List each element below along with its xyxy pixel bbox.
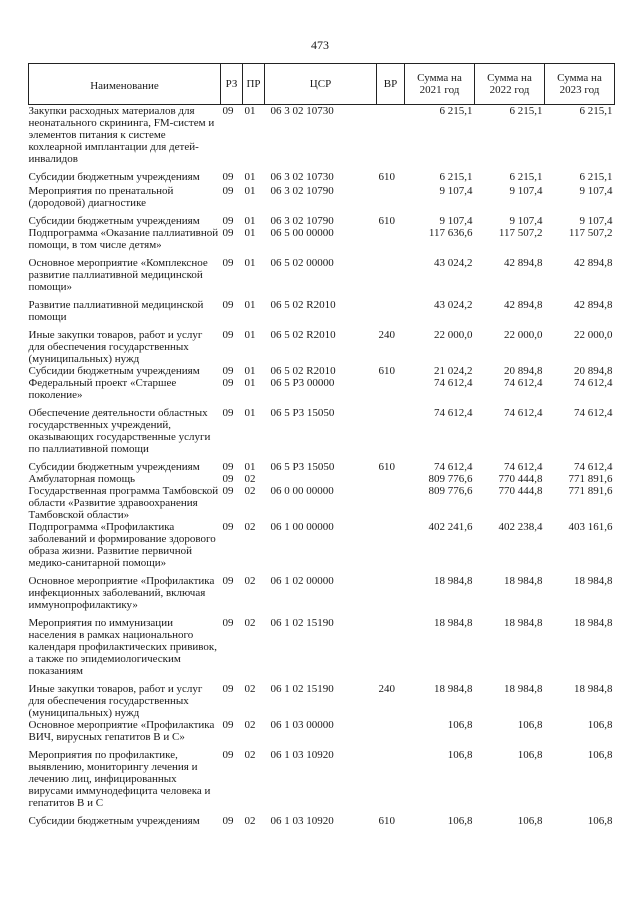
- row-csr: 06 3 02 10730: [270, 105, 334, 117]
- row-csr: 06 5 02 R2010: [270, 299, 336, 311]
- row-name: Мероприятия по профилактике, выявлению, мониторингу лечения и лечению лиц, инфицированных вирусами иммунодефицита человека и гепатитов В и С: [28, 749, 211, 809]
- row-sum-2021: 117 636,6: [428, 227, 473, 239]
- header-csr: ЦСР: [265, 64, 377, 105]
- row-pr: 02: [244, 473, 256, 485]
- table-row: [29, 365, 615, 377]
- row-rz: 09: [222, 749, 234, 761]
- row-sum-2023: 18 984,8: [574, 683, 613, 695]
- row-sum-2023: 18 984,8: [574, 617, 613, 629]
- row-csr: 06 3 02 10790: [270, 215, 334, 227]
- row-sum-2023: 6 215,1: [579, 105, 613, 117]
- row-name: Подпрограмма «Профилактика заболеваний и формирование здорового образа жизни. Развитие первичной медико-санитарной помощи»: [28, 521, 216, 569]
- row-sum-2021: 18 984,8: [434, 575, 473, 587]
- table-row: [29, 165, 615, 183]
- row-sum-2022: 74 612,4: [504, 377, 543, 389]
- row-vr: [377, 227, 405, 251]
- row-pr: 02: [244, 719, 256, 731]
- row-vr: [377, 521, 405, 569]
- row-rz: 09: [222, 365, 234, 377]
- table-row: [29, 719, 615, 743]
- row-sum-2021: 22 000,0: [434, 329, 473, 341]
- row-pr: 01: [244, 365, 256, 377]
- row-sum-2022: 6 215,1: [509, 171, 543, 183]
- row-sum-2021: 106,8: [447, 749, 473, 761]
- row-sum-2021: 18 984,8: [434, 683, 473, 695]
- header-sum-2023: Сумма на 2023 год: [545, 64, 615, 105]
- row-sum-2021: 809 776,6: [428, 473, 473, 485]
- row-sum-2021: 18 984,8: [434, 617, 473, 629]
- row-sum-2022: 42 894,8: [504, 299, 543, 311]
- row-sum-2022: 74 612,4: [504, 407, 543, 419]
- row-csr: 06 3 02 10730: [270, 171, 334, 183]
- budget-table: [28, 63, 615, 827]
- table-row: [29, 377, 615, 401]
- row-sum-2023: 106,8: [587, 815, 613, 827]
- table-row: [29, 809, 615, 827]
- row-csr: 06 1 00 00000: [270, 521, 334, 533]
- row-vr: [377, 251, 405, 293]
- table-row: [29, 611, 615, 677]
- table-row: [29, 209, 615, 227]
- row-vr: [377, 743, 405, 809]
- row-rz: 09: [222, 329, 234, 341]
- row-pr: 01: [244, 377, 256, 389]
- row-sum-2023: 117 507,2: [568, 227, 613, 239]
- table-row: [29, 743, 615, 809]
- row-sum-2021: 106,8: [447, 815, 473, 827]
- row-csr: 06 1 02 15190: [270, 617, 334, 629]
- row-csr: 06 5 02 R2010: [270, 365, 336, 377]
- row-sum-2023: 74 612,4: [574, 461, 613, 473]
- row-name: Основное мероприятие «Комплексное развитие паллиативной медицинской помощи»: [28, 257, 208, 293]
- table-row: [29, 473, 615, 485]
- row-sum-2023: 42 894,8: [574, 257, 613, 269]
- row-sum-2023: 106,8: [587, 749, 613, 761]
- row-pr: 01: [244, 461, 256, 473]
- table-row: [29, 455, 615, 473]
- row-sum-2022: 42 894,8: [504, 257, 543, 269]
- row-csr: [265, 473, 377, 485]
- row-rz: 09: [222, 473, 234, 485]
- page-number: 473: [311, 38, 329, 52]
- row-sum-2021: 9 107,4: [439, 185, 473, 197]
- row-sum-2023: 771 891,6: [568, 473, 613, 485]
- row-pr: 02: [244, 683, 256, 695]
- row-sum-2021: 74 612,4: [434, 377, 473, 389]
- row-csr: 06 5 P3 00000: [270, 377, 335, 389]
- row-csr: 06 1 03 10920: [270, 815, 334, 827]
- row-csr: 06 1 02 00000: [270, 575, 334, 587]
- row-name: Обеспечение деятельности областных государственных учреждений, оказывающих государственные услуги по паллиативной помощи: [28, 407, 211, 455]
- row-rz: 09: [222, 377, 234, 389]
- row-sum-2023: 22 000,0: [574, 329, 613, 341]
- row-sum-2023: 9 107,4: [579, 215, 613, 227]
- row-sum-2023: 18 984,8: [574, 575, 613, 587]
- row-sum-2023: 771 891,6: [568, 485, 613, 497]
- row-rz: 09: [222, 521, 234, 533]
- row-pr: 02: [244, 617, 256, 629]
- row-sum-2021: 106,8: [447, 719, 473, 731]
- row-name: Основное мероприятие «Профилактика инфекционных заболеваний, включая иммунопрофилактику»: [28, 575, 215, 611]
- row-rz: 09: [222, 407, 234, 419]
- row-vr: 240: [378, 683, 395, 695]
- row-sum-2022: 9 107,4: [509, 215, 543, 227]
- row-vr: [377, 293, 405, 323]
- table-header-row: [29, 64, 615, 105]
- row-csr: 06 5 02 R2010: [270, 329, 336, 341]
- row-sum-2022: 106,8: [517, 719, 543, 731]
- header-vr: ВР: [377, 64, 405, 105]
- row-sum-2023: 42 894,8: [574, 299, 613, 311]
- row-vr: 610: [378, 215, 395, 227]
- row-vr: 610: [378, 365, 395, 377]
- table-row: [29, 227, 615, 251]
- table-body: [29, 105, 615, 828]
- row-sum-2022: 18 984,8: [504, 617, 543, 629]
- row-name: Закупки расходных материалов для неонатального скрининга, FM-систем и элементов питания к системе кохлеарной имплантации для детей-инвалидов: [28, 105, 215, 165]
- row-sum-2022: 6 215,1: [509, 105, 543, 117]
- table-row: [29, 323, 615, 365]
- row-vr: [377, 611, 405, 677]
- row-sum-2022: 74 612,4: [504, 461, 543, 473]
- row-pr: 01: [244, 215, 256, 227]
- row-sum-2021: 43 024,2: [434, 299, 473, 311]
- row-rz: 09: [222, 299, 234, 311]
- row-sum-2023: 20 894,8: [574, 365, 613, 377]
- row-sum-2021: 74 612,4: [434, 461, 473, 473]
- row-sum-2022: 117 507,2: [498, 227, 543, 239]
- row-csr: 06 5 00 00000: [270, 227, 334, 239]
- row-vr: 610: [378, 461, 395, 473]
- row-pr: 01: [244, 227, 256, 239]
- row-rz: 09: [222, 185, 234, 197]
- header-sum-2022: Сумма на 2022 год: [475, 64, 545, 105]
- header-pr: ПР: [243, 64, 265, 105]
- row-rz: 09: [222, 617, 234, 629]
- row-name: Субсидии бюджетным учреждениям: [28, 461, 200, 473]
- row-sum-2022: 106,8: [517, 749, 543, 761]
- header-rz: РЗ: [221, 64, 243, 105]
- row-name: Федеральный проект «Старшее поколение»: [28, 377, 177, 401]
- row-sum-2023: 74 612,4: [574, 377, 613, 389]
- row-vr: [377, 377, 405, 401]
- row-csr: 06 5 P3 15050: [270, 407, 335, 419]
- row-pr: 02: [244, 749, 256, 761]
- row-rz: 09: [222, 171, 234, 183]
- table-row: [29, 293, 615, 323]
- row-rz: 09: [222, 683, 234, 695]
- row-sum-2022: 18 984,8: [504, 575, 543, 587]
- row-csr: 06 1 03 10920: [270, 749, 334, 761]
- row-pr: 01: [244, 299, 256, 311]
- table-row: [29, 677, 615, 719]
- row-name: Мероприятия по иммунизации населения в рамках национального календаря профилактических прививок, а также по эпидемиологическим показаниям: [28, 617, 217, 677]
- row-rz: 09: [222, 815, 234, 827]
- row-rz: 09: [222, 719, 234, 731]
- row-sum-2022: 18 984,8: [504, 683, 543, 695]
- row-csr: 06 1 03 00000: [270, 719, 334, 731]
- row-pr: 02: [244, 521, 256, 533]
- row-vr: [377, 569, 405, 611]
- row-pr: 01: [244, 185, 256, 197]
- row-csr: 06 0 00 00000: [270, 485, 334, 497]
- header-name: Наименование: [29, 64, 221, 105]
- row-vr: 610: [378, 171, 395, 183]
- row-rz: 09: [222, 257, 234, 269]
- row-rz: 09: [222, 227, 234, 239]
- row-vr: [377, 719, 405, 743]
- row-pr: 02: [244, 485, 256, 497]
- table-row: [29, 105, 615, 166]
- row-name: Мероприятия по пренатальной (дородовой) диагностике: [28, 185, 174, 209]
- row-rz: 09: [222, 105, 234, 117]
- table-row: [29, 485, 615, 521]
- row-name: Подпрограмма «Оказание паллиативной помощи, в том числе детям»: [28, 227, 219, 251]
- row-sum-2021: 402 241,6: [428, 521, 473, 533]
- row-sum-2022: 770 444,8: [498, 485, 543, 497]
- row-pr: 01: [244, 105, 256, 117]
- row-pr: 02: [244, 815, 256, 827]
- row-csr: 06 1 02 15190: [270, 683, 334, 695]
- row-vr: [377, 105, 405, 166]
- row-sum-2021: 43 024,2: [434, 257, 473, 269]
- table-row: [29, 183, 615, 209]
- row-csr: 06 5 02 00000: [270, 257, 334, 269]
- row-pr: 01: [244, 407, 256, 419]
- row-name: Развитие паллиативной медицинской помощи: [28, 299, 204, 323]
- row-vr: [377, 183, 405, 209]
- row-rz: 09: [222, 461, 234, 473]
- row-sum-2022: 9 107,4: [509, 185, 543, 197]
- row-sum-2022: 106,8: [517, 815, 543, 827]
- row-sum-2023: 9 107,4: [579, 185, 613, 197]
- row-vr: 240: [378, 329, 395, 341]
- row-sum-2023: 74 612,4: [574, 407, 613, 419]
- row-vr: [377, 401, 405, 455]
- row-pr: 02: [244, 575, 256, 587]
- row-vr: [377, 485, 405, 521]
- row-sum-2023: 6 215,1: [579, 171, 613, 183]
- row-rz: 09: [222, 575, 234, 587]
- row-sum-2021: 9 107,4: [439, 215, 473, 227]
- row-vr: 610: [378, 815, 395, 827]
- row-pr: 01: [244, 257, 256, 269]
- row-name: Субсидии бюджетным учреждениям: [28, 215, 200, 227]
- row-rz: 09: [222, 485, 234, 497]
- row-sum-2021: 21 024,2: [434, 365, 473, 377]
- row-pr: 01: [244, 329, 256, 341]
- row-name: Амбулаторная помощь: [28, 473, 136, 485]
- table-row: [29, 401, 615, 455]
- row-name: Иные закупки товаров, работ и услуг для обеспечения государственных (муниципальных) нужд: [28, 329, 203, 365]
- row-pr: 01: [244, 171, 256, 183]
- row-sum-2021: 6 215,1: [439, 105, 473, 117]
- header-sum-2021: Сумма на 2021 год: [405, 64, 475, 105]
- row-name: Государственная программа Тамбовской области «Развитие здравоохранения Тамбовской области»: [28, 485, 219, 521]
- table-row: [29, 251, 615, 293]
- row-name: Иные закупки товаров, работ и услуг для обеспечения государственных (муниципальных) нужд: [28, 683, 203, 719]
- row-name: Основное мероприятие «Профилактика ВИЧ, вирусных гепатитов В и С»: [28, 719, 215, 743]
- row-sum-2022: 770 444,8: [498, 473, 543, 485]
- table-row: [29, 521, 615, 569]
- row-vr: [377, 473, 405, 485]
- table-row: [29, 569, 615, 611]
- row-sum-2022: 20 894,8: [504, 365, 543, 377]
- row-sum-2022: 22 000,0: [504, 329, 543, 341]
- row-sum-2021: 6 215,1: [439, 171, 473, 183]
- row-sum-2023: 106,8: [587, 719, 613, 731]
- row-name: Субсидии бюджетным учреждениям: [28, 171, 200, 183]
- row-sum-2023: 403 161,6: [568, 521, 613, 533]
- row-sum-2022: 402 238,4: [498, 521, 543, 533]
- row-csr: 06 5 P3 15050: [270, 461, 335, 473]
- row-sum-2021: 74 612,4: [434, 407, 473, 419]
- row-rz: 09: [222, 215, 234, 227]
- row-csr: 06 3 02 10790: [270, 185, 334, 197]
- row-sum-2021: 809 776,6: [428, 485, 473, 497]
- row-name: Субсидии бюджетным учреждениям: [28, 815, 200, 827]
- row-name: Субсидии бюджетным учреждениям: [28, 365, 200, 377]
